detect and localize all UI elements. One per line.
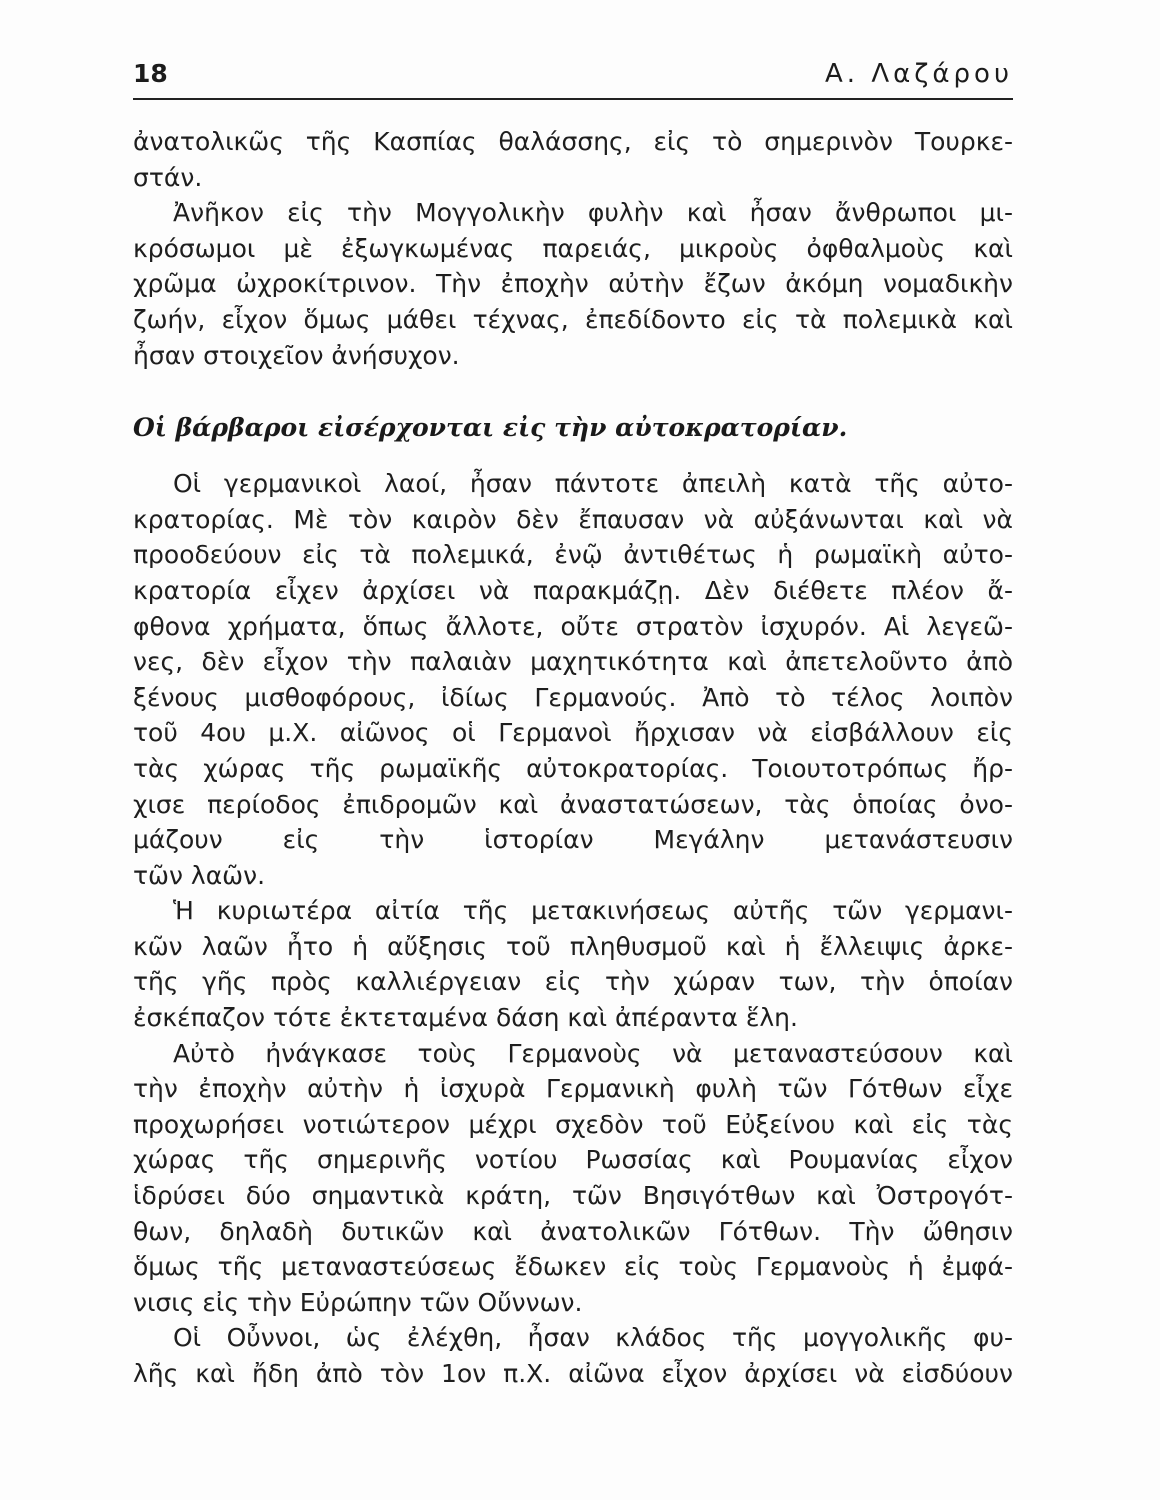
text-line: ξένους μισθοφόρους, ἰδίως Γερμανούς. Ἀπὸ τὸ τέλος λοιπὸν (133, 682, 1013, 712)
text-line: τοῦ 4ου μ.Χ. αἰῶνος οἱ Γερμανοὶ ἤρχισαν νὰ εἰσβάλλουν εἰς (133, 718, 1013, 748)
page-header (133, 58, 1013, 98)
text-line: νισις εἰς τὴν Εὐρώπην τῶν Οὔννων. (133, 1287, 583, 1317)
section-heading: Οἱ βάρβαροι εἰσέρχονται εἰς τὴν αὐτοκρατορίαν. (133, 413, 848, 443)
section-gap (133, 373, 1013, 408)
text-line: Οἱ Οὖννοι, ὡς ἐλέχθη, ἦσαν κλάδος τῆς μογγολικῆς φυ- (173, 1323, 1013, 1353)
body-text (133, 124, 1013, 1392)
text-line: προοδεύουν εἰς τὰ πολεμικά, ἐνῷ ἀντιθέτως ἡ ρωμαϊκὴ αὐτο- (133, 540, 1013, 570)
text-line: χισε περίοδος ἐπιδρομῶν καὶ ἀναστατώσεων, τὰς ὁποίας ὀνο- (133, 789, 1013, 819)
text-line: φθονα χρήματα, ὅπως ἄλλοτε, οὔτε στρατὸν ἰσχυρόν. Αἱ λεγεῶ- (133, 611, 1013, 641)
text-line: Αὐτὸ ἠνάγκασε τοὺς Γερμανοὺς νὰ μεταναστεύσουν καὶ (173, 1038, 1013, 1068)
text-line: Ἡ κυριωτέρα αἰτία τῆς μετακινήσεως αὐτῆς τῶν γερμανι- (173, 896, 1013, 926)
text-line: λῆς καὶ ἤδη ἀπὸ τὸν 1ον π.Χ. αἰῶνα εἶχον ἀρχίσει νὰ εἰσδύουν (133, 1359, 1013, 1388)
text-line: ζωήν, εἶχον ὅμως μάθει τέχνας, ἐπεδίδοντο εἰς τὰ πολεμικὰ καὶ (133, 304, 1013, 334)
text-line: Οἱ γερμανικοὶ λαοί, ἦσαν πάντοτε ἀπειλὴ κατὰ τῆς αὐτο- (173, 469, 1013, 499)
text-line: κρατορίας. Μὲ τὸν καιρὸν δὲν ἔπαυσαν νὰ αὐξάνωνται καὶ νὰ (133, 504, 1013, 534)
text-line: χρῶμα ὠχροκίτρινον. Τὴν ἐποχὴν αὐτὴν ἔζων ἀκόμη νομαδικὴν (133, 269, 1013, 299)
text-line: Ἀνῆκον εἰς τὴν Μογγολικὴν φυλὴν καὶ ἦσαν ἄνθρωποι μι- (173, 198, 1013, 228)
text-line: τὰς χώρας τῆς ρωμαϊκῆς αὐτοκρατορίας. Τοιουτοτρόπως ἤρ- (133, 753, 1013, 783)
text-line: θων, δηλαδὴ δυτικῶν καὶ ἀνατολικῶν Γότθων. Τὴν ὤθησιν (133, 1216, 1013, 1246)
text-line: τὴν ἐποχὴν αὐτὴν ἡ ἰσχυρὰ Γερμανικὴ φυλὴ τῶν Γότθων εἶχε (133, 1074, 1013, 1104)
text-line: τῶν λαῶν. (133, 860, 266, 890)
header-rule (133, 98, 1013, 100)
text-line: κρατορία εἶχεν ἀρχίσει νὰ παρακμάζῃ. Δὲν διέθετε πλέον ἄ- (133, 575, 1013, 605)
running-head-author: Α. Λαζάρου (825, 59, 1013, 89)
text-line: ἀνατολικῶς τῆς Κασπίας θαλάσσης, εἰς τὸ σημερινὸν Τουρκε- (133, 127, 1013, 156)
text-line: στάν. (133, 162, 203, 192)
text-line: νες, δὲν εἶχον τὴν παλαιὰν μαχητικότητα καὶ ἀπετελοῦντο ἀπὸ (133, 647, 1013, 677)
text-line: κρόσωμοι μὲ ἐξωγκωμένας παρειάς, μικροὺς ὀφθαλμοὺς καὶ (133, 233, 1013, 263)
page-number: 18 (133, 59, 168, 88)
text-line: χώρας τῆς σημερινῆς νοτίου Ρωσσίας καὶ Ρουμανίας εἶχον (133, 1145, 1013, 1175)
section-gap (133, 448, 1013, 466)
text-line: μάζουν εἰς τὴν ἱστορίαν Μεγάλην μετανάστευσιν (133, 825, 1013, 855)
text-line: ἦσαν στοιχεῖον ἀνήσυχον. (133, 340, 460, 370)
text-line: ἱδρύσει δύο σημαντικὰ κράτη, τῶν Βησιγότθων καὶ Ὀστρογότ- (133, 1181, 1013, 1211)
text-line: προχωρήσει νοτιώτερον μέχρι σχεδὸν τοῦ Εὐξείνου καὶ εἰς τὰς (133, 1109, 1013, 1139)
text-line: κῶν λαῶν ἦτο ἡ αὔξησις τοῦ πληθυσμοῦ καὶ ἡ ἔλλειψις ἀρκε- (133, 931, 1013, 961)
text-line: ὅμως τῆς μεταναστεύσεως ἔδωκεν εἰς τοὺς Γερμανοὺς ἡ ἐμφά- (133, 1252, 1013, 1282)
text-line: ἐσκέπαζον τότε ἐκτεταμένα δάση καὶ ἀπέραντα ἕλη. (133, 1003, 798, 1033)
text-line: τῆς γῆς πρὸς καλλιέργειαν εἰς τὴν χώραν των, τὴν ὁποίαν (133, 967, 1013, 997)
